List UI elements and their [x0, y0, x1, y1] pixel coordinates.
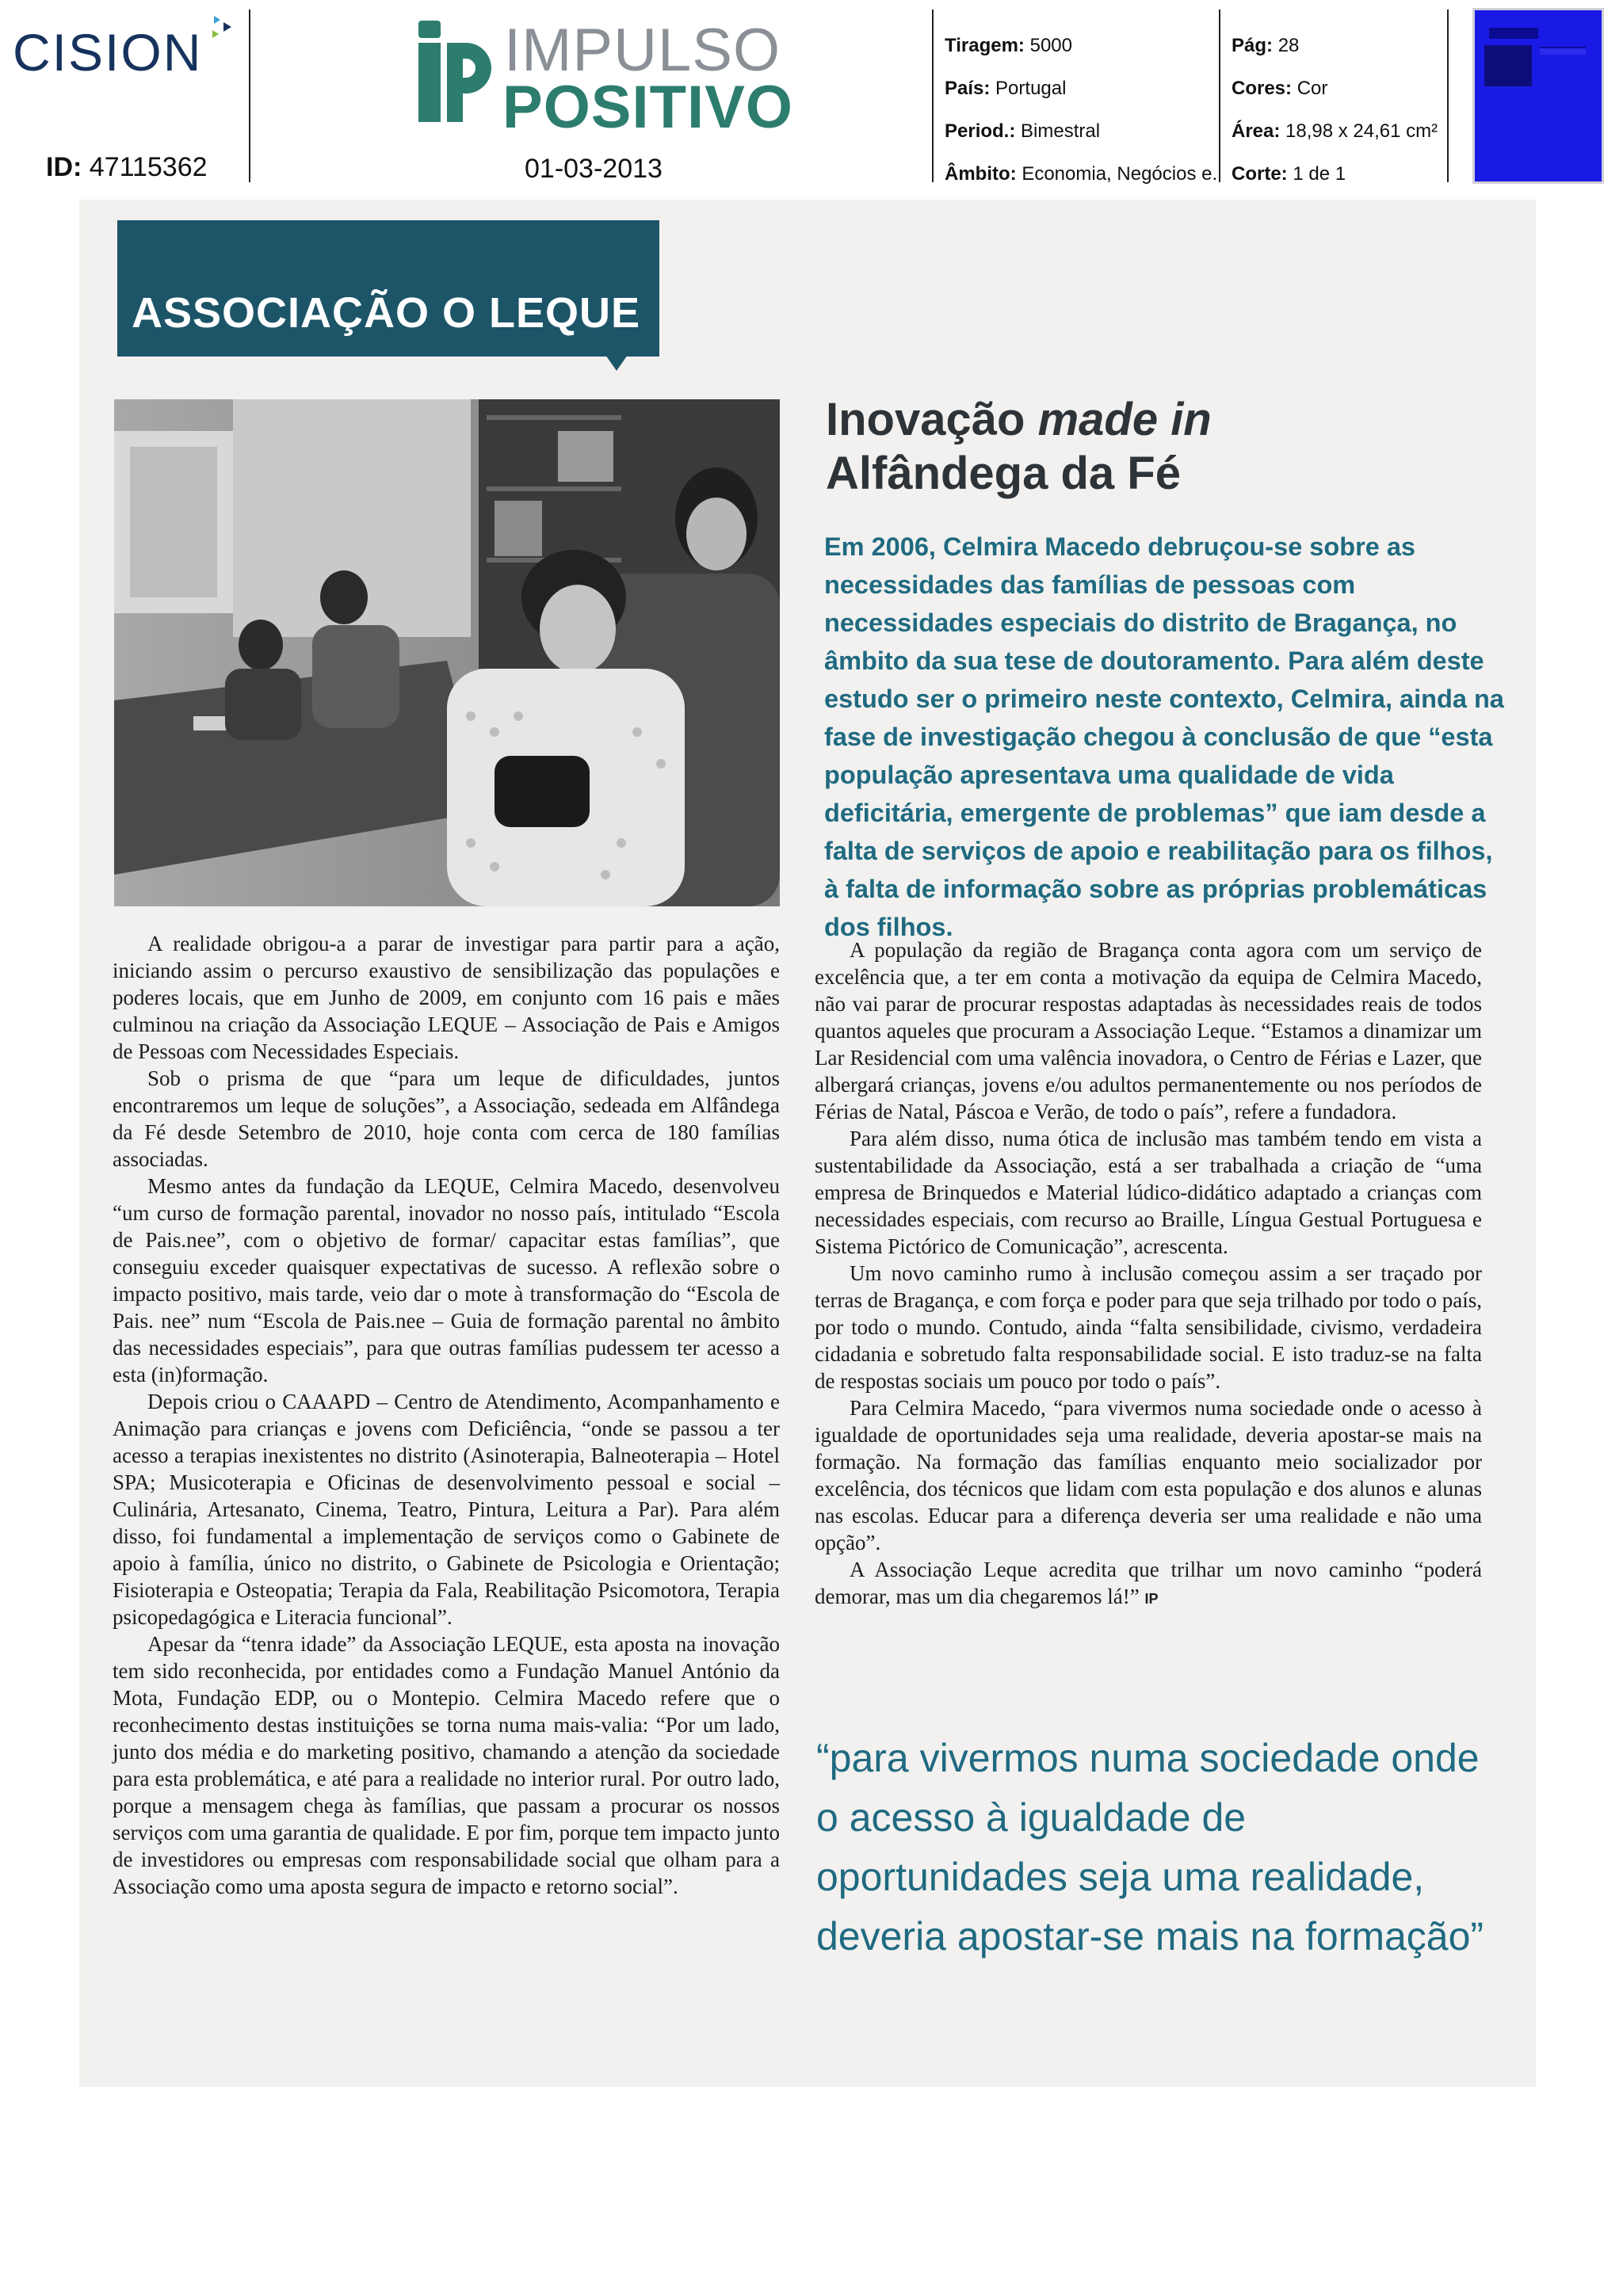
meta-area: Área: 18,98 x 24,61 cm²: [1232, 120, 1438, 142]
meta-pagina: Pág: 28: [1232, 35, 1300, 56]
divider: [249, 10, 250, 182]
banner-tail: [605, 355, 628, 371]
paragraph: A população da região de Bragança conta agora com um serviço de excelência que, a ter em conta a motivação da equipa de Celmira Macedo, não vai parar de procurar respostas adaptadas às necessidades reais de todos quantos aqueles que procuram a Associação Leque. “Estamos a dinamizar um Lar Residencial com uma valência inovadora, o Centro de Férias e Lazer, que albergará crianças, jovens e/ou adultos permanentemente ou nos períodos de Férias de Natal, Páscoa e Verão, de todo o país”, refere a fundadora.: [815, 938, 1482, 1123]
paragraph: Um novo caminho rumo à inclusão começou assim a ser traçado por terras de Bragança, e com força e poder para que seja trilhado por todo o país, por todo o mundo. Contudo, ainda “falta sensibilidade, civismo, verdadeira cidadania e sobretudo falta responsabilidade social. E isto traduz-se na falta de respostas sociais um pouco por todo o país”.: [815, 1261, 1482, 1393]
article-page: [79, 200, 1536, 2087]
paragraph-final: A Associação Leque acredita que trilhar um novo caminho “poderá demorar, mas um dia chegaremos lá!” IP: [815, 1558, 1482, 1608]
article-photo: [114, 399, 780, 906]
paragraph: Mesmo antes da fundação da LEQUE, Celmira Macedo, desenvolveu “um curso de formação parental, inovador no nosso país, intitulado “Escola de Pais.nee”, com o objetivo de formar/ capacitar estas famílias”, que conseguiu exceder quaisquer expectativas de sucesso. A reflexão sobre o impacto positivo, mais tarde, veio dar o mote à transformação do “Escola de Pais. nee” num “Escola de Pais.nee – Guia de formação parental no âmbito das necessidades especiais”, para que outras famílias pudessem ter acesso a esta (in)formação.: [113, 1174, 780, 1386]
meta-corte: Corte: 1 de 1: [1232, 163, 1346, 185]
publication-date: 01-03-2013: [525, 154, 663, 184]
paragraph: A realidade obrigou-a a parar de investigar para partir para a ação, iniciando assim o percurso exaustivo de sensibilização das populações e poderes locais, que em Junho de 2009, em conjunto com 16 pais e mães culminou na criação da Associação LEQUE – Associação de Pais e Amigos de Pessoas com Necessidades Especiais.: [113, 932, 780, 1063]
section-title: ASSOCIAÇÃO O LEQUE: [132, 289, 641, 337]
article-body-left: [113, 930, 780, 1900]
paragraph: Para além disso, numa ótica de inclusão mas também tendo em vista a sustentabilidade da Associação, está a ser trabalhada a criação de “uma empresa de Brinquedos e Material lúdico-didático adaptado a crianças com necessidades especiais, com recurso ao Braille, Língua Gestual Portuguesa e Sistema Pictórico de Comunicação”, acrescenta.: [815, 1127, 1482, 1258]
clipping-header: [0, 0, 1623, 190]
meta-tiragem: Tiragem: 5000: [945, 35, 1072, 56]
meta-cores: Cores: Cor: [1232, 78, 1328, 99]
article-body-right: [815, 936, 1482, 1612]
meta-periodicidade: Period.: Bimestral: [945, 120, 1101, 142]
publication-name-line1: IMPULSO: [504, 17, 781, 84]
cision-spark-icon: [209, 14, 236, 41]
page-thumbnail[interactable]: [1472, 8, 1604, 184]
meta-ambito: Âmbito: Economia, Negócios e.: [945, 163, 1218, 185]
impulso-positivo-logo-icon: [417, 21, 493, 125]
paragraph: Sob o prisma de que “para um leque de dificuldades, juntos encontraremos um leque de soluções”, a Associação, sedeada em Alfândega da Fé desde Setembro de 2010, hoje conta com cerca de 180 famílias associadas.: [113, 1066, 780, 1171]
ip-signature: IP: [1144, 1591, 1159, 1607]
section-banner: [117, 220, 659, 357]
divider: [1219, 10, 1220, 182]
cision-logo: CISION: [13, 23, 203, 82]
paragraph: Apesar da “tenra idade” da Associação LEQUE, esta aposta na inovação tem sido reconhecida, por entidades como a Fundação Manuel António da Mota, Fundação EDP, ou o Montepio. Celmira Macedo refere que o reconhecimento destas instituições se torna numa mais-valia: “Por um lado, junto dos média e do marketing positivo, chamando a atenção da sociedade para esta problemática, e até para a realidade no interior rural. Por outro lado, porque a mensagem chega às famílias, que passam a procurar os nossos serviços com uma garantia de qualidade. E por fim, porque tem impacto junto de investidores ou empresas com responsabilidade social que olham para a Associação como uma aposta segura de impacto e retorno social”.: [113, 1632, 780, 1898]
divider: [932, 10, 934, 182]
pull-quote: “para vivermos numa sociedade onde o acesso à igualdade de oportunidades seja uma realidade, deveria apostar-se mais na formação”: [816, 1736, 1484, 1958]
meta-pais: País: Portugal: [945, 78, 1067, 99]
paragraph: Depois criou o CAAAPD – Centro de Atendimento, Acompanhamento e Animação para crianças e jovens com Deficiência, “onde se passou a ter acesso a terapias inexistentes no distrito (Asinoterapia, Balneoterapia – Hotel SPA; Musicoterapia e Oficinas de desenvolvimento pessoal e social – Culinária, Artesanato, Cinema, Teatro, Pintura, Leitura a Par). Para além disso, foi fundamental a implementação de serviços como o Gabinete de apoio à família, único no distrito, o Gabinete de Psicologia e Orientação; Fisioterapia e Osteopatia; Terapia da Fala, Reabilitação Psicomotora, Terapia psicopedagógica e Literacia funcional”.: [113, 1390, 780, 1629]
paragraph: Para Celmira Macedo, “para vivermos numa sociedade onde o acesso à igualdade de oportunidades seja uma realidade, deveria apostar-se mais na formação. Na formação das famílias enquanto meio socializador por excelência, dos técnicos que lidam com esta população e dos alunos e alunas nas escolas. Educar para a diferença deveria ser uma realidade e não uma opção”.: [815, 1396, 1482, 1554]
article-headline: Inovação made in Alfândega da Fé: [826, 394, 1212, 499]
publication-name-line2: POSITIVO: [502, 74, 793, 141]
clipping-id: ID: 47115362: [46, 152, 208, 182]
article-lead: Em 2006, Celmira Macedo debruçou-se sobre as necessidades das famílias de pessoas com necessidades especiais do distrito de Bragança, no âmbito da sua tese de doutoramento. Para além deste estudo ser o primeiro neste contexto, Celmira, ainda na fase de investigação chegou à conclusão de que “esta população apresentava uma qualidade de vida deficitária, emergente de problemas” que iam desde a falta de serviços de apoio e reabilitação para os filhos, à falta de informação sobre as próprias problemáticas dos filhos.: [824, 532, 1504, 941]
divider: [1447, 10, 1449, 182]
